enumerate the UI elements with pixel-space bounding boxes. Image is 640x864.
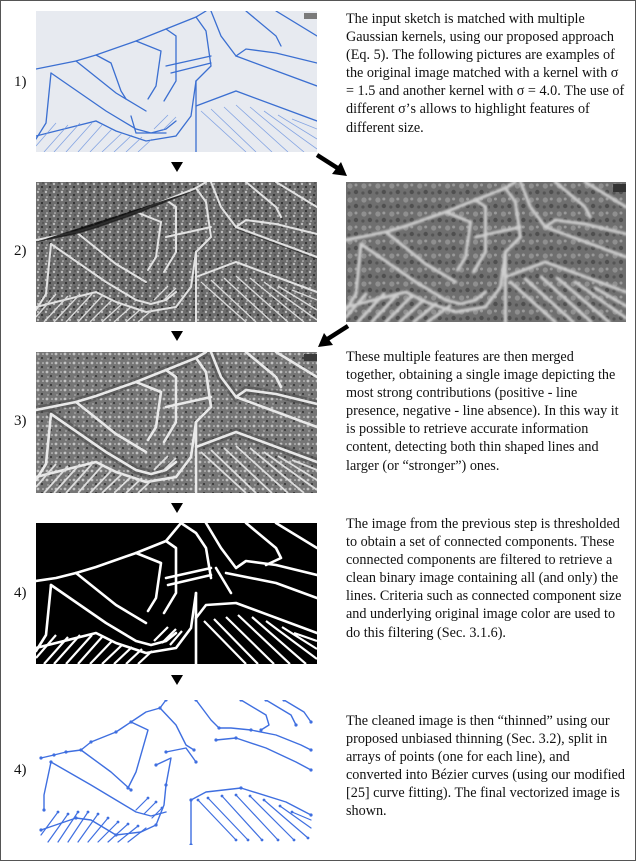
down-arrow-icon xyxy=(171,162,183,172)
step-label-3: 3) xyxy=(14,413,27,429)
diagonal-arrow-right-icon xyxy=(315,152,349,178)
caption-step-1: The input sketch is matched with multiple Gaussian kernels, using our proposed approach (Eq. 5). The following pictures are examples of the original image matched with a kernel with σ = 1.5 and another kernel with σ = 4.0. The use of different σ’s allows to highlight features of different size. xyxy=(346,11,625,136)
step-label-2: 2) xyxy=(14,243,27,259)
step-label-5: 4) xyxy=(14,762,27,778)
down-arrow-icon xyxy=(171,675,183,685)
input-sketch-image xyxy=(36,11,317,152)
merged-features-image xyxy=(36,352,317,493)
gaussian-sigma-4-0-image xyxy=(346,182,626,322)
caption-step-4-vector: The cleaned image is then “thinned” using our proposed unbiased thinning (Sec. 3.2), split in arrays of points (one for each line), and converted into Bézier curves (using our modified [25] curve fitting). The final vectorized image is shown. xyxy=(346,713,625,820)
caption-step-4-binary: The image from the previous step is thresholded to obtain a set of connected components. These connected components are filtered to retrieve a clean binary image containing all (and only) the lines. Criteria such as connected component size and underlying original image color are used to do this filtering (Sec. 3.1.6). xyxy=(346,516,622,641)
down-arrow-icon xyxy=(171,503,183,513)
thresholded-binary-image xyxy=(36,523,317,664)
caption-step-3: These multiple features are then merged together, obtaining a single image depicting the most strong contributions (positive - line presence, negative - line absence). In this way it is possible to retrieve accurate information content, detecting both thin shaped lines and larger (or “stronger”) ones. xyxy=(346,349,619,474)
down-arrow-icon xyxy=(171,331,183,341)
vectorized-output-image xyxy=(36,700,317,845)
gaussian-sigma-1-5-image xyxy=(36,182,317,322)
step-label-4: 4) xyxy=(14,585,27,601)
step-label-1: 1) xyxy=(14,74,27,90)
diagonal-arrow-left-icon xyxy=(316,323,350,349)
